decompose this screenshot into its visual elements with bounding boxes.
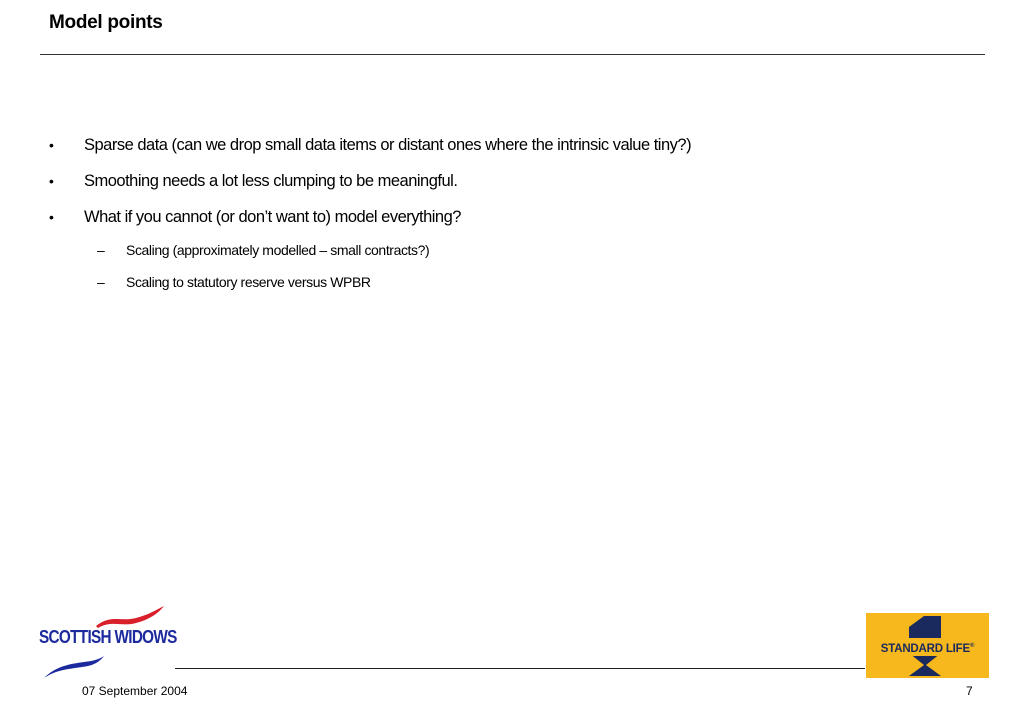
bullet-text: Smoothing needs a lot less clumping to be meaningful. <box>84 172 458 190</box>
bullet-marker: • <box>49 137 54 153</box>
scottish-widows-wordmark: SCOTTISH WIDOWS <box>39 627 177 647</box>
sub-bullet-marker: – <box>97 274 105 290</box>
sub-bullet-text: Scaling (approximately modelled – small contracts?) <box>126 242 430 258</box>
bullet-marker: • <box>49 173 54 189</box>
sub-bullet-marker: – <box>97 242 105 258</box>
bullet-text: Sparse data (can we drop small data items or distant ones where the intrinsic value tiny?) <box>84 136 692 154</box>
bullet-text: What if you cannot (or don’t want to) model everything? <box>84 208 461 226</box>
bullet-marker: • <box>49 209 54 225</box>
registered-mark: ® <box>969 643 975 649</box>
scottish-widows-logo <box>36 604 178 680</box>
standard-life-name: STANDARD LIFE <box>880 642 970 655</box>
title-divider <box>40 54 985 55</box>
page-number: 7 <box>966 684 973 698</box>
footer-date: 07 September 2004 <box>82 684 188 698</box>
slide-title: Model points <box>49 12 163 33</box>
standard-life-wordmark <box>866 639 989 656</box>
sub-bullet-text: Scaling to statutory reserve versus WPBR <box>126 274 371 290</box>
footer-divider <box>175 668 865 669</box>
standard-life-logo <box>866 613 989 678</box>
